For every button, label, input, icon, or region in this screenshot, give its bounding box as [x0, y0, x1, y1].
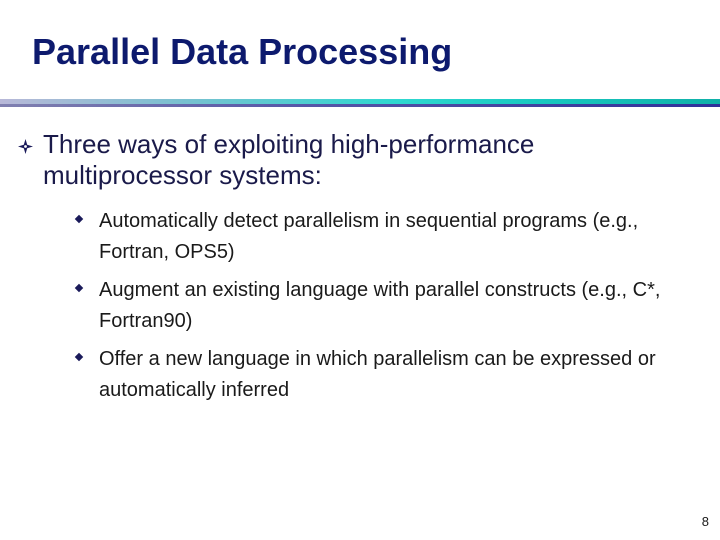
- slide-title: Parallel Data Processing: [32, 31, 453, 72]
- main-bullet-text: Three ways of exploiting high-performance multiprocessor systems:: [43, 129, 535, 190]
- sub-bullet-text: Automatically detect parallelism in sequential programs (e.g., Fortran, OPS5): [99, 210, 639, 263]
- diamond-icon: [75, 215, 83, 223]
- diamond-icon: [75, 353, 83, 361]
- sub-bullet-text: Offer a new language in which parallelism can be expressed or automatically inferred: [99, 348, 656, 401]
- diamond-icon: [75, 284, 83, 292]
- page-number: 8: [701, 514, 709, 529]
- sub-bullet-text: Augment an existing language with parallel constructs (e.g., C*, Fortran90): [99, 279, 661, 332]
- title-divider: [0, 99, 720, 108]
- four-petal-diamond-icon: [18, 139, 33, 157]
- divider-bottom-band: [0, 104, 720, 107]
